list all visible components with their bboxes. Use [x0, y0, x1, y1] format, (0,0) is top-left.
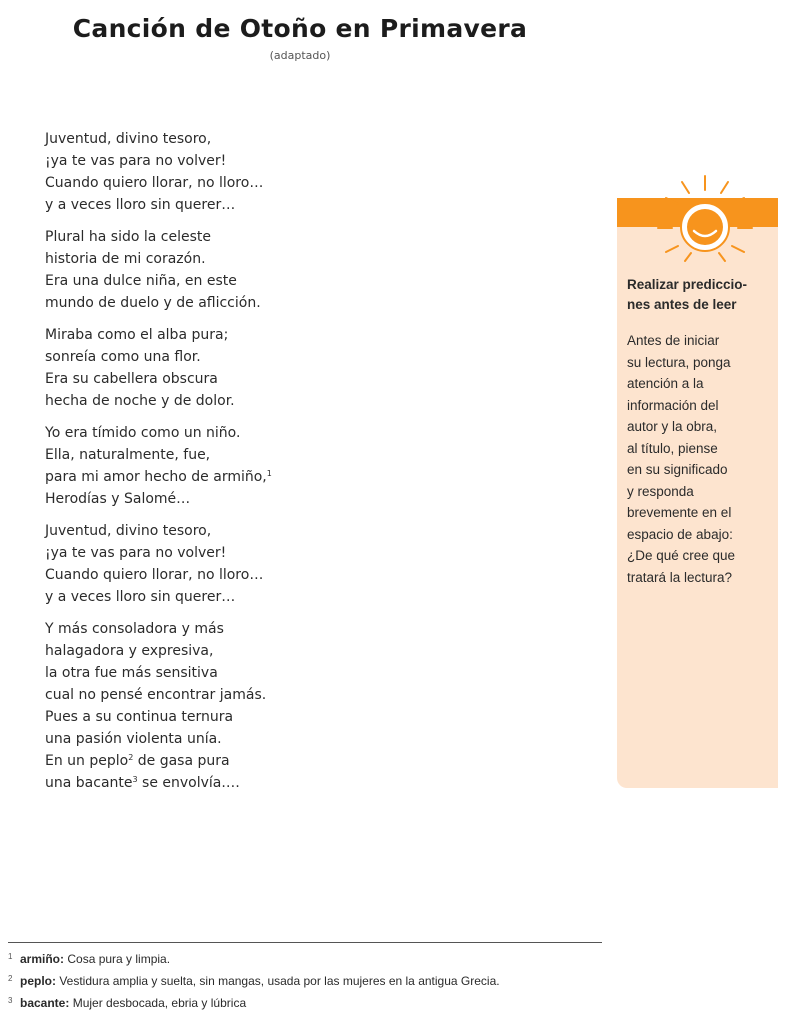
- footnote-text: Vestidura amplia y suelta, sin mangas, usada por las mujeres en la antigua Grecia.: [56, 974, 500, 988]
- sun-icon: [650, 173, 760, 263]
- sidebar-text-line: en su significado: [627, 462, 728, 477]
- poem-line: Y más consoladora y más: [45, 621, 224, 637]
- poem-line: Era su cabellera obscura: [45, 371, 218, 387]
- poem-stanza: [45, 128, 465, 216]
- poem-line: cual no pensé encontrar jamás.: [45, 687, 267, 703]
- poem: [45, 128, 465, 804]
- poem-line: ¡ya te vas para no volver!: [45, 153, 227, 169]
- sidebar-heading-line: nes antes de leer: [627, 297, 737, 312]
- poem-line: [45, 772, 465, 794]
- poem-line: mundo de duelo y de aflicción.: [45, 295, 261, 311]
- sidebar-text-line: atención a la: [627, 376, 704, 391]
- poem-stanza: [45, 226, 465, 314]
- sidebar-heading-line: Realizar prediccio-: [627, 277, 748, 292]
- footnote-number: 1: [8, 952, 13, 961]
- footnote-mark: 3: [132, 775, 138, 784]
- footnote-term: peplo:: [20, 974, 56, 988]
- poem-line: y a veces lloro sin querer…: [45, 197, 236, 213]
- poem-line: Yo era tímido como un niño.: [45, 425, 241, 441]
- poem-line: Era una dulce niña, en este: [45, 273, 237, 289]
- footnotes: [8, 947, 708, 1013]
- poem-line: Miraba como el alba pura;: [45, 327, 229, 343]
- poem-line: sonreía como una flor.: [45, 349, 201, 365]
- poem-line: Herodías y Salomé…: [45, 491, 191, 507]
- poem-line: historia de mi corazón.: [45, 251, 206, 267]
- poem-stanza: [45, 422, 465, 510]
- footnote-mark: 2: [128, 753, 134, 762]
- poem-line: [45, 750, 465, 772]
- poem-line: Ella, naturalmente, fue,: [45, 447, 211, 463]
- poem-line: Cuando quiero llorar, no lloro…: [45, 567, 264, 583]
- poem-line: Plural ha sido la celeste: [45, 229, 211, 245]
- sidebar-text-line: Antes de iniciar: [627, 333, 720, 348]
- footnote-item: [8, 991, 708, 1013]
- poem-line-text: En un peplo: [45, 753, 129, 769]
- footnote-term: bacante:: [20, 996, 70, 1010]
- poem-line: una pasión violenta unía.: [45, 731, 222, 747]
- poem-line-text: para mi amor hecho de armiño,: [45, 469, 267, 485]
- poem-line-text: una bacante: [45, 775, 133, 791]
- sidebar-text-line: y responda: [627, 483, 694, 499]
- poem-line: hecha de noche y de dolor.: [45, 393, 235, 409]
- page-title: Canción de Otoño en Primavera: [72, 14, 528, 43]
- poem-line: Juventud, divino tesoro,: [45, 131, 212, 147]
- sidebar-text-line: información del: [627, 397, 719, 413]
- sidebar-text-line: brevemente en el: [627, 505, 732, 520]
- poem-line: [45, 466, 465, 488]
- poem-line: Juventud, divino tesoro,: [45, 523, 212, 539]
- footnote-text: Mujer desbocada, ebria y lúbrica: [69, 996, 247, 1010]
- footnote-divider: [8, 942, 602, 943]
- poem-line: la otra fue más sensitiva: [45, 665, 218, 681]
- footnote-number: 3: [8, 996, 13, 1005]
- page-subtitle: (adaptado): [269, 49, 331, 62]
- footnote-item: [8, 969, 708, 991]
- sidebar-heading: [627, 275, 775, 315]
- poem-line: Cuando quiero llorar, no lloro…: [45, 175, 264, 191]
- poem-line-text: se envolvía.…: [142, 775, 240, 791]
- sidebar-text-line: al título, piense: [627, 440, 718, 456]
- poem-line: Pues a su continua ternura: [45, 709, 234, 725]
- sidebar-text-line: tratará la lectura?: [627, 569, 733, 585]
- sidebar-text-line: ¿De qué cree que: [627, 548, 736, 563]
- poem-line-text: de gasa pura: [137, 753, 230, 769]
- footnote-term: armiño:: [20, 952, 65, 966]
- sidebar-text-line: autor y la obra,: [627, 419, 718, 434]
- poem-stanza: [45, 618, 465, 794]
- footnote-mark: 1: [266, 469, 272, 478]
- footnote-item: [8, 947, 708, 969]
- sidebar-text-line: su lectura, ponga: [627, 354, 731, 370]
- poem-line: y a veces lloro sin querer…: [45, 589, 236, 605]
- poem-stanza: [45, 520, 465, 608]
- poem-stanza: [45, 324, 465, 412]
- footnote-number: 2: [8, 974, 13, 983]
- sidebar-text-line: espacio de abajo:: [627, 526, 733, 542]
- footnote-text: Cosa pura y limpia.: [64, 952, 171, 966]
- poem-line: halagadora y expresiva,: [45, 643, 214, 659]
- sidebar-instructions: [627, 330, 773, 588]
- poem-line: ¡ya te vas para no volver!: [45, 545, 227, 561]
